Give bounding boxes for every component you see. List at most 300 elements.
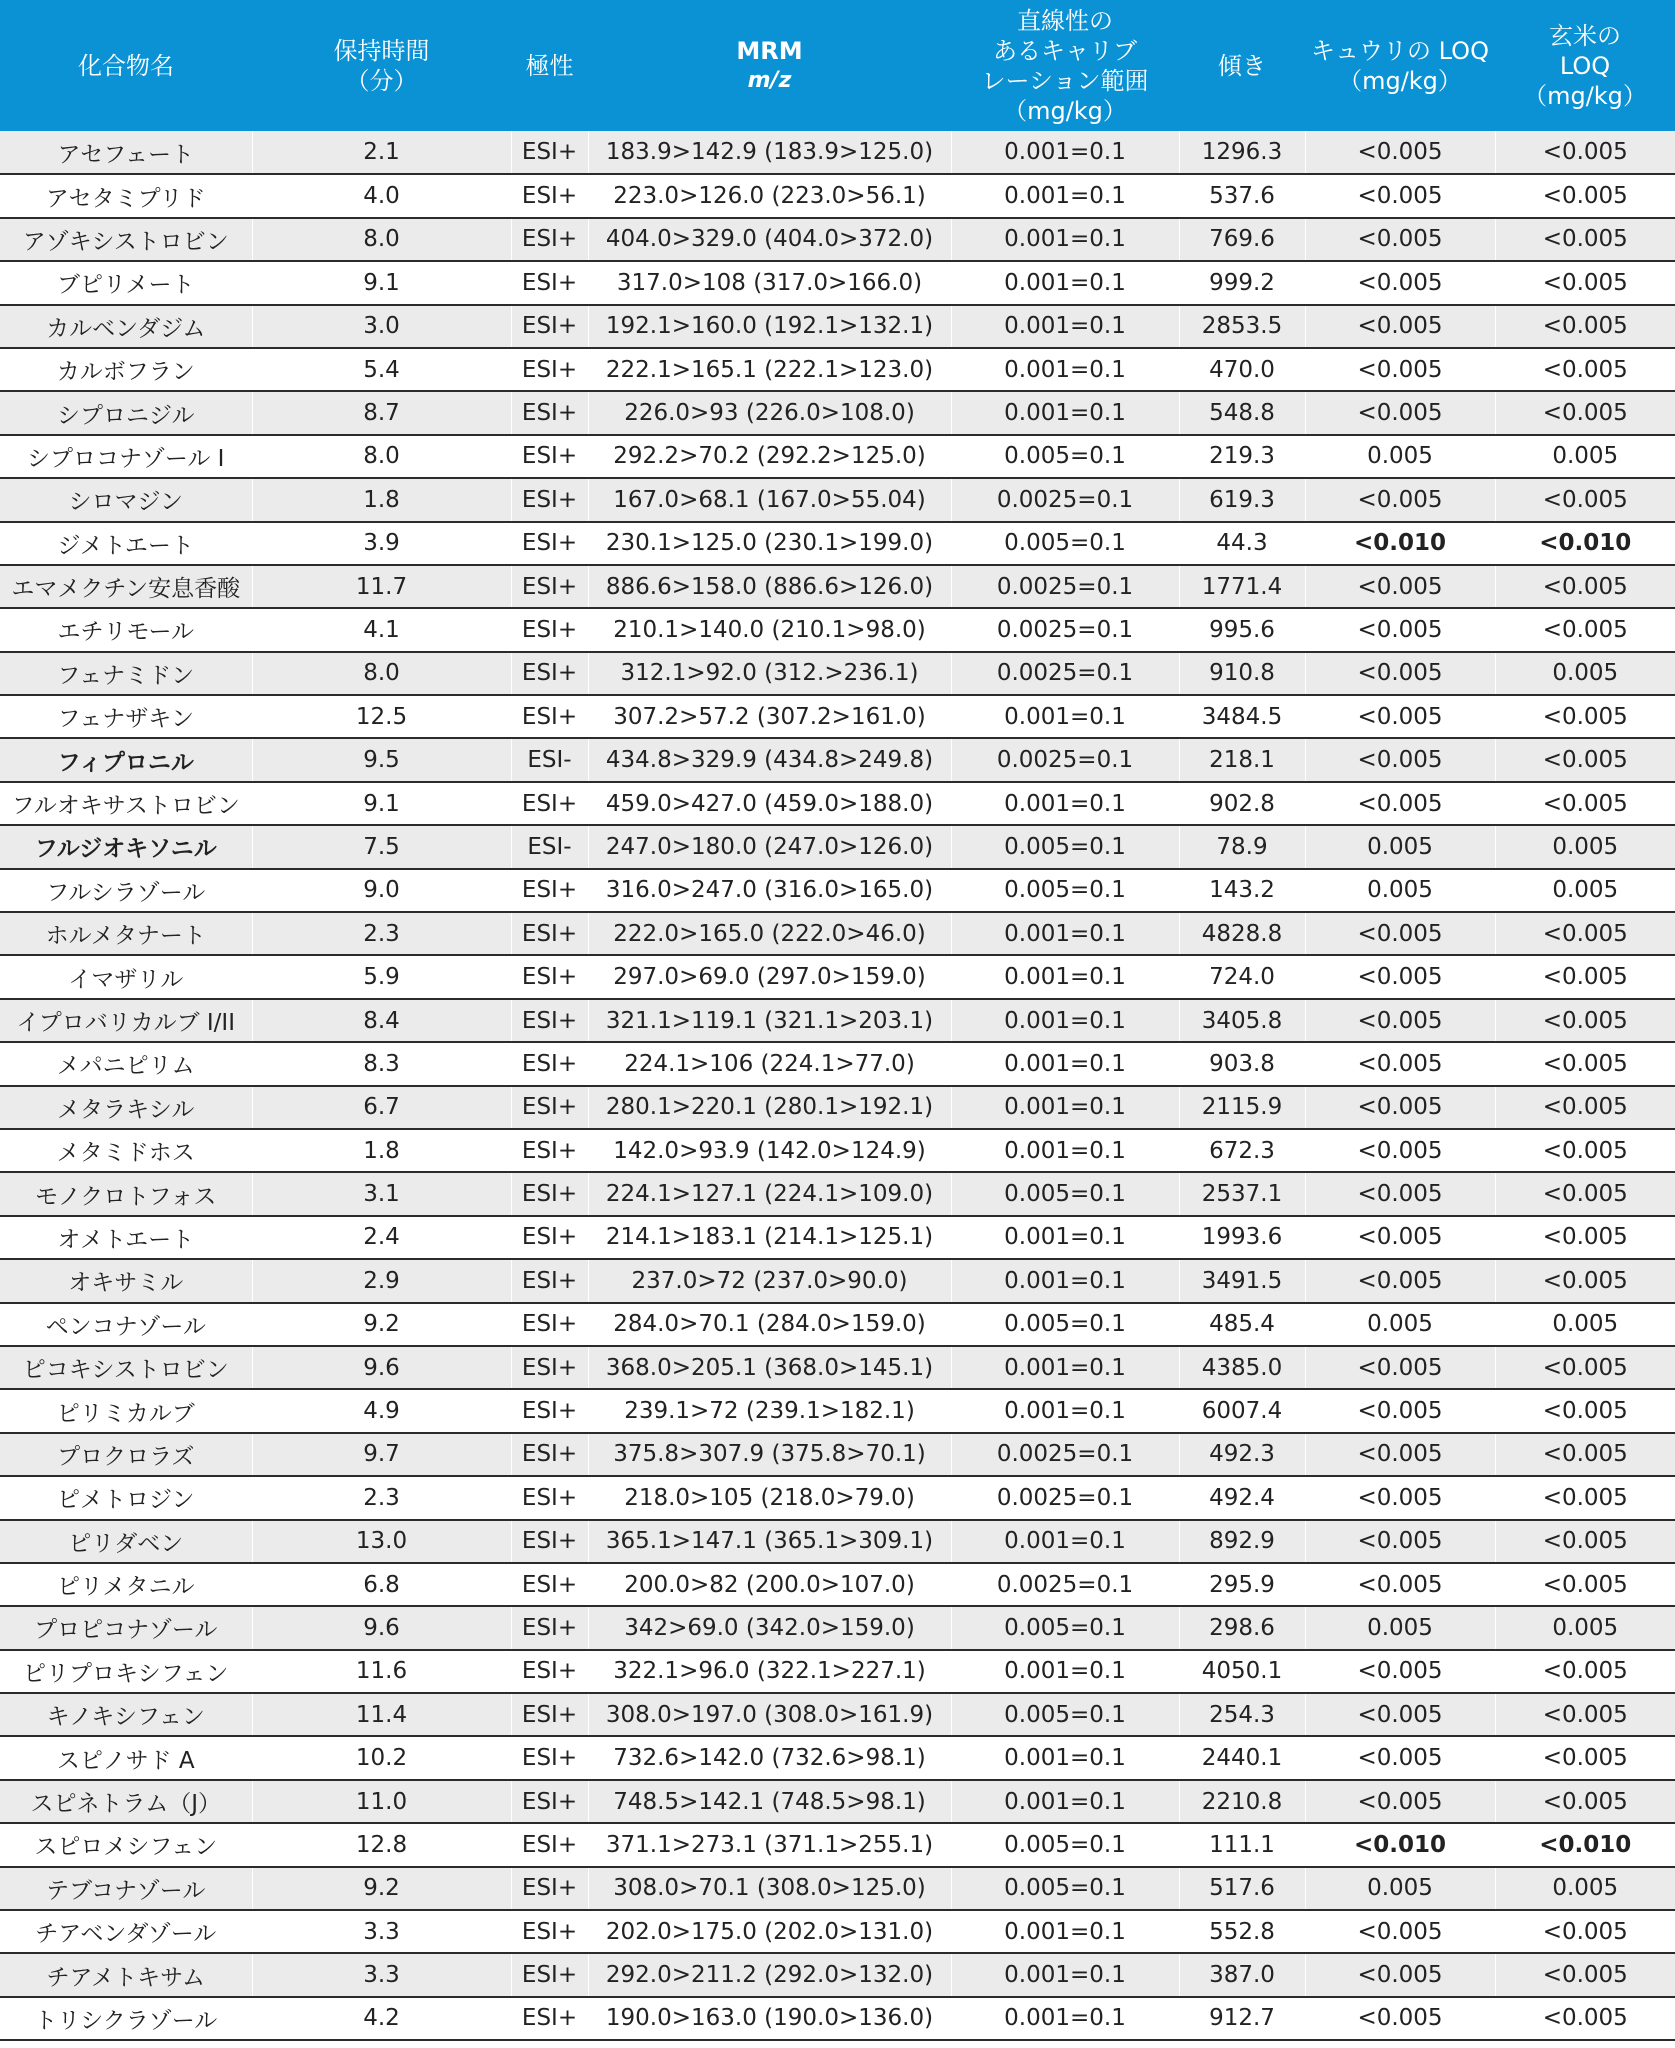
compound-name-cell: オキサミル [68,1270,184,1297]
loq-cucumber-cell: <0.005 [1305,1216,1495,1259]
polarity-cell: ESI+ [511,391,588,434]
loq-cucumber-cell: <0.005 [1305,1129,1495,1172]
loq-cucumber-cell: <0.005 [1305,1433,1495,1476]
linear-range-cell: 0.001=0.1 [951,1346,1179,1389]
compound-name-cell: テブコナゾール [46,1877,206,1904]
retention-time-cell: 3.0 [252,305,511,348]
linear-range-cell: 0.001=0.1 [951,695,1179,738]
loq-rice-cell: <0.005 [1495,1216,1675,1259]
polarity-cell: ESI+ [511,435,588,478]
retention-time-cell: 8.0 [252,652,511,695]
table-row [0,1606,1675,1649]
linear-range-cell: 0.0025=0.1 [951,1476,1179,1519]
table-row [0,1346,1675,1389]
compound-name-cell: ピリメタニル [56,1574,195,1601]
slope-cell: 619.3 [1179,478,1305,521]
retention-time-cell: 11.7 [252,565,511,608]
loq-rice-cell: <0.005 [1495,695,1675,738]
compound-name-cell: ホルメタナート [45,923,206,950]
slope-cell: 44.3 [1179,522,1305,565]
loq-cucumber-cell: 0.005 [1305,1303,1495,1346]
polarity-cell: ESI+ [511,1086,588,1129]
mrm-cell: 167.0>68.1 (167.0>55.04) [588,478,951,521]
mrm-cell: 342>69.0 (342.0>159.0) [588,1606,951,1649]
table-row [0,1086,1675,1129]
table-row [0,261,1675,304]
polarity-cell: ESI+ [511,1606,588,1649]
polarity-cell: ESI+ [511,1346,588,1389]
slope-cell: 492.4 [1179,1476,1305,1519]
table-row [0,435,1675,478]
loq-rice-cell: <0.005 [1495,261,1675,304]
compound-name-cell: シロマジン [68,489,183,516]
polarity-cell: ESI+ [511,1953,588,1996]
mrm-cell: 218.0>105 (218.0>79.0) [588,1476,951,1519]
loq-rice-cell: 0.005 [1495,825,1675,868]
table-row [0,1433,1675,1476]
retention-time-cell: 7.5 [252,825,511,868]
mrm-cell: 224.1>127.1 (224.1>109.0) [588,1172,951,1215]
linear-range-cell: 0.0025=0.1 [951,652,1179,695]
linear-range-cell: 0.001=0.1 [951,1997,1179,2040]
linear-range-cell: 0.005=0.1 [951,1867,1179,1910]
mrm-cell: 237.0>72 (237.0>90.0) [588,1259,951,1302]
loq-cucumber-cell: <0.010 [1305,1823,1495,1866]
compound-name-cell: フルシラゾール [46,879,206,906]
polarity-cell: ESI+ [511,522,588,565]
header-mrm: MRM m/z [736,36,803,93]
loq-rice-cell: <0.005 [1495,1780,1675,1823]
polarity-cell: ESI+ [511,1389,588,1432]
loq-rice-cell: <0.005 [1495,1476,1675,1519]
loq-cucumber-cell: <0.005 [1305,955,1495,998]
table-row [0,131,1675,174]
slope-cell: 4050.1 [1179,1650,1305,1693]
compound-name-cell: プロクロラズ [57,1443,195,1470]
table-row [0,565,1675,608]
mrm-cell: 222.1>165.1 (222.1>123.0) [588,348,951,391]
slope-cell: 1296.3 [1179,131,1305,174]
loq-rice-cell: <0.005 [1495,565,1675,608]
linear-range-cell: 0.005=0.1 [951,522,1179,565]
table-row [0,955,1675,998]
slope-cell: 78.9 [1179,825,1305,868]
loq-rice-cell: <0.005 [1495,1953,1675,1996]
retention-time-cell: 2.3 [252,1476,511,1519]
header-compound: 化合物名 [78,51,174,80]
retention-time-cell: 11.6 [252,1650,511,1693]
table-row [0,522,1675,565]
loq-cucumber-cell: <0.005 [1305,1172,1495,1215]
polarity-cell: ESI+ [511,955,588,998]
retention-time-cell: 11.0 [252,1780,511,1823]
loq-cucumber-cell: <0.005 [1305,348,1495,391]
polarity-cell: ESI+ [511,1736,588,1779]
polarity-cell: ESI+ [511,174,588,217]
polarity-cell: ESI+ [511,912,588,955]
table-row [0,1042,1675,1085]
linear-range-cell: 0.001=0.1 [951,1216,1179,1259]
slope-cell: 910.8 [1179,652,1305,695]
table-row [0,782,1675,825]
linear-range-cell: 0.001=0.1 [951,1042,1179,1085]
mrm-cell: 284.0>70.1 (284.0>159.0) [588,1303,951,1346]
mrm-cell: 321.1>119.1 (321.1>203.1) [588,999,951,1042]
compound-name-cell: シプロニジル [57,402,195,429]
loq-cucumber-cell: <0.005 [1305,695,1495,738]
loq-cucumber-cell: <0.005 [1305,738,1495,781]
table-row [0,1129,1675,1172]
loq-cucumber-cell: 0.005 [1305,435,1495,478]
compound-name-cell: ブピリメート [56,272,195,299]
retention-time-cell: 13.0 [252,1520,511,1563]
slope-cell: 892.9 [1179,1520,1305,1563]
slope-cell: 485.4 [1179,1303,1305,1346]
slope-cell: 548.8 [1179,391,1305,434]
table-row [0,1259,1675,1302]
retention-time-cell: 9.1 [252,782,511,825]
linear-range-cell: 0.0025=0.1 [951,608,1179,651]
mrm-cell: 292.0>211.2 (292.0>132.0) [588,1953,951,1996]
linear-range-cell: 0.001=0.1 [951,1953,1179,1996]
compound-name-cell: フェナミドン [57,662,195,689]
slope-cell: 387.0 [1179,1953,1305,1996]
table-row [0,1780,1675,1823]
compound-name-cell: スピノサド A [56,1747,195,1774]
compound-name-cell: エチリモール [57,619,195,646]
retention-time-cell: 2.4 [252,1216,511,1259]
loq-rice-cell: <0.005 [1495,1693,1675,1736]
retention-time-cell: 9.0 [252,869,511,912]
compound-name-cell: フェナザキン [57,706,195,733]
compound-name-cell: イプロバリカルブ I/II [16,1010,235,1036]
linear-range-cell: 0.001=0.1 [951,348,1179,391]
compound-name-cell: シプロコナゾール I [27,445,225,472]
mrm-cell: 308.0>70.1 (308.0>125.0) [588,1867,951,1910]
loq-rice-cell: <0.010 [1495,522,1675,565]
table-row [0,1910,1675,1953]
polarity-cell: ESI+ [511,1997,588,2040]
polarity-cell: ESI+ [511,348,588,391]
loq-rice-cell: 0.005 [1495,1867,1675,1910]
polarity-cell: ESI+ [511,1780,588,1823]
mrm-cell: 316.0>247.0 (316.0>165.0) [588,869,951,912]
compound-name-cell: スピロメシフェン [34,1834,218,1861]
polarity-cell: ESI+ [511,1172,588,1215]
linear-range-cell: 0.0025=0.1 [951,1433,1179,1476]
compound-name-cell: チアメトキサム [46,1964,205,1991]
table-row [0,1953,1675,1996]
retention-time-cell: 9.7 [252,1433,511,1476]
loq-rice-cell: <0.005 [1495,1910,1675,1953]
polarity-cell: ESI+ [511,695,588,738]
slope-cell: 2115.9 [1179,1086,1305,1129]
linear-range-cell: 0.001=0.1 [951,955,1179,998]
mrm-cell: 200.0>82 (200.0>107.0) [588,1563,951,1606]
loq-rice-cell: <0.005 [1495,1346,1675,1389]
loq-rice-cell: <0.005 [1495,131,1675,174]
compound-name-cell: トリシクラゾール [34,2007,218,2034]
mrm-cell: 886.6>158.0 (886.6>126.0) [588,565,951,608]
compound-name-cell: カルベンダジム [46,315,206,342]
slope-cell: 218.1 [1179,738,1305,781]
loq-rice-cell: <0.005 [1495,1042,1675,1085]
table-row [0,1389,1675,1432]
table-row [0,608,1675,651]
slope-cell: 3484.5 [1179,695,1305,738]
linear-range-cell: 0.0025=0.1 [951,738,1179,781]
loq-rice-cell: <0.005 [1495,999,1675,1042]
mrm-cell: 434.8>329.9 (434.8>249.8) [588,738,951,781]
linear-range-cell: 0.005=0.1 [951,1606,1179,1649]
loq-cucumber-cell: <0.005 [1305,1563,1495,1606]
slope-cell: 295.9 [1179,1563,1305,1606]
retention-time-cell: 3.3 [252,1953,511,1996]
loq-cucumber-cell: <0.005 [1305,912,1495,955]
mrm-cell: 317.0>108 (317.0>166.0) [588,261,951,304]
loq-rice-cell: <0.005 [1495,218,1675,261]
loq-rice-cell: <0.005 [1495,1389,1675,1432]
linear-range-cell: 0.001=0.1 [951,1736,1179,1779]
linear-range-cell: 0.001=0.1 [951,1910,1179,1953]
linear-range-cell: 0.005=0.1 [951,1823,1179,1866]
polarity-cell: ESI+ [511,652,588,695]
mrm-cell: 214.1>183.1 (214.1>125.1) [588,1216,951,1259]
loq-rice-cell: <0.005 [1495,348,1675,391]
table-row [0,1823,1675,1866]
compound-name-cell: カルボフラン [56,359,195,386]
linear-range-cell: 0.001=0.1 [951,1520,1179,1563]
compound-name-cell: プロピコナゾール [34,1617,218,1644]
linear-range-cell: 0.001=0.1 [951,1650,1179,1693]
retention-time-cell: 5.9 [252,955,511,998]
polarity-cell: ESI+ [511,1476,588,1519]
polarity-cell: ESI- [511,825,588,868]
retention-time-cell: 6.8 [252,1563,511,1606]
linear-range-cell: 0.001=0.1 [951,131,1179,174]
table-row [0,1997,1675,2040]
table-row [0,869,1675,912]
retention-time-cell: 3.3 [252,1910,511,1953]
retention-time-cell: 5.4 [252,348,511,391]
table-body [0,131,1675,2040]
table-row [0,348,1675,391]
loq-rice-cell: <0.005 [1495,478,1675,521]
retention-time-cell: 2.3 [252,912,511,955]
slope-cell: 903.8 [1179,1042,1305,1085]
retention-time-cell: 9.6 [252,1346,511,1389]
compound-name-cell: アゾキシストロビン [22,228,229,255]
polarity-cell: ESI+ [511,869,588,912]
retention-time-cell: 8.4 [252,999,511,1042]
table-row [0,391,1675,434]
retention-time-cell: 6.7 [252,1086,511,1129]
loq-cucumber-cell: <0.005 [1305,261,1495,304]
linear-range-cell: 0.001=0.1 [951,1129,1179,1172]
compound-name-cell: モノクロトフォス [35,1183,217,1210]
loq-cucumber-cell: 0.005 [1305,1867,1495,1910]
slope-cell: 1993.6 [1179,1216,1305,1259]
mrm-cell: 183.9>142.9 (183.9>125.0) [588,131,951,174]
mrm-cell: 202.0>175.0 (202.0>131.0) [588,1910,951,1953]
slope-cell: 254.3 [1179,1693,1305,1736]
loq-rice-cell: <0.005 [1495,391,1675,434]
linear-range-cell: 0.005=0.1 [951,1693,1179,1736]
table-row [0,1693,1675,1736]
loq-rice-cell: <0.005 [1495,1563,1675,1606]
slope-cell: 2210.8 [1179,1780,1305,1823]
linear-range-cell: 0.0025=0.1 [951,565,1179,608]
slope-cell: 769.6 [1179,218,1305,261]
table-row [0,912,1675,955]
polarity-cell: ESI+ [511,1216,588,1259]
slope-cell: 298.6 [1179,1606,1305,1649]
mrm-cell: 247.0>180.0 (247.0>126.0) [588,825,951,868]
retention-time-cell: 4.1 [252,608,511,651]
loq-rice-cell: <0.005 [1495,1433,1675,1476]
retention-time-cell: 9.6 [252,1606,511,1649]
loq-rice-cell: <0.005 [1495,1259,1675,1302]
loq-rice-cell: <0.005 [1495,738,1675,781]
loq-cucumber-cell: <0.005 [1305,608,1495,651]
table-row [0,1867,1675,1910]
header-retention-time: 保持時間 （分） [333,36,430,95]
table-header [0,0,1675,131]
slope-cell: 3405.8 [1179,999,1305,1042]
retention-time-cell: 8.3 [252,1042,511,1085]
mrm-cell: 226.0>93 (226.0>108.0) [588,391,951,434]
compound-name-cell: スピネトラム（J） [30,1791,222,1818]
polarity-cell: ESI+ [511,261,588,304]
polarity-cell: ESI+ [511,1867,588,1910]
retention-time-cell: 4.9 [252,1389,511,1432]
header-linear-range: 直線性の あるキャリブ レーション範囲 （mg/kg） [981,6,1149,125]
loq-rice-cell: <0.005 [1495,305,1675,348]
retention-time-cell: 9.1 [252,261,511,304]
linear-range-cell: 0.0025=0.1 [951,478,1179,521]
polarity-cell: ESI+ [511,1520,588,1563]
table-row [0,174,1675,217]
mrm-cell: 368.0>205.1 (368.0>145.1) [588,1346,951,1389]
linear-range-cell: 0.005=0.1 [951,435,1179,478]
loq-cucumber-cell: <0.005 [1305,999,1495,1042]
loq-cucumber-cell: <0.005 [1305,1736,1495,1779]
loq-cucumber-cell: <0.005 [1305,1042,1495,1085]
loq-cucumber-cell: 0.005 [1305,825,1495,868]
retention-time-cell: 3.1 [252,1172,511,1215]
loq-cucumber-cell: 0.005 [1305,869,1495,912]
linear-range-cell: 0.001=0.1 [951,999,1179,1042]
retention-time-cell: 11.4 [252,1693,511,1736]
polarity-cell: ESI+ [511,218,588,261]
slope-cell: 517.6 [1179,1867,1305,1910]
polarity-cell: ESI+ [511,1433,588,1476]
slope-cell: 470.0 [1179,348,1305,391]
mrm-cell: 280.1>220.1 (280.1>192.1) [588,1086,951,1129]
loq-rice-cell: <0.005 [1495,1736,1675,1779]
table-row [0,652,1675,695]
header-slope: 傾き [1218,51,1266,80]
mrm-cell: 322.1>96.0 (322.1>227.1) [588,1650,951,1693]
slope-cell: 2537.1 [1179,1172,1305,1215]
linear-range-cell: 0.005=0.1 [951,869,1179,912]
slope-cell: 492.3 [1179,1433,1305,1476]
mrm-cell: 459.0>427.0 (459.0>188.0) [588,782,951,825]
slope-cell: 537.6 [1179,174,1305,217]
slope-cell: 724.0 [1179,955,1305,998]
compound-name-cell: ピメトロジン [57,1487,195,1514]
loq-cucumber-cell: <0.010 [1305,522,1495,565]
table-row [0,478,1675,521]
mrm-cell: 142.0>93.9 (142.0>124.9) [588,1129,951,1172]
retention-time-cell: 9.2 [252,1867,511,1910]
loq-rice-cell: <0.005 [1495,1129,1675,1172]
compound-name-cell: メタラキシル [57,1096,195,1123]
polarity-cell: ESI+ [511,305,588,348]
loq-cucumber-cell: <0.005 [1305,1389,1495,1432]
retention-time-cell: 9.5 [252,738,511,781]
mrm-cell: 224.1>106 (224.1>77.0) [588,1042,951,1085]
mrm-cell: 308.0>197.0 (308.0>161.9) [588,1693,951,1736]
table-row [0,1172,1675,1215]
compound-name-cell: オメトエート [57,1226,195,1253]
loq-cucumber-cell: <0.005 [1305,478,1495,521]
loq-rice-cell: <0.005 [1495,1086,1675,1129]
linear-range-cell: 0.001=0.1 [951,218,1179,261]
compound-name-cell: ピコキシストロビン [22,1357,229,1384]
linear-range-cell: 0.001=0.1 [951,1389,1179,1432]
loq-rice-cell: <0.005 [1495,955,1675,998]
retention-time-cell: 10.2 [252,1736,511,1779]
linear-range-cell: 0.001=0.1 [951,391,1179,434]
loq-rice-cell: 0.005 [1495,652,1675,695]
linear-range-cell: 0.0025=0.1 [951,1563,1179,1606]
loq-rice-cell: <0.010 [1495,1823,1675,1866]
retention-time-cell: 8.0 [252,218,511,261]
linear-range-cell: 0.005=0.1 [951,825,1179,868]
slope-cell: 999.2 [1179,261,1305,304]
compound-name-cell: メパニピリム [56,1053,195,1080]
compound-name-cell: エマメクチン安息香酸 [11,576,241,603]
retention-time-cell: 4.0 [252,174,511,217]
compound-name-cell: フルオキサストロビン [11,793,240,820]
linear-range-cell: 0.001=0.1 [951,261,1179,304]
loq-cucumber-cell: <0.005 [1305,652,1495,695]
loq-cucumber-cell: <0.005 [1305,1520,1495,1563]
mrm-cell: 732.6>142.0 (732.6>98.1) [588,1736,951,1779]
polarity-cell: ESI- [511,738,588,781]
loq-rice-cell: 0.005 [1495,435,1675,478]
slope-cell: 111.1 [1179,1823,1305,1866]
slope-cell: 219.3 [1179,435,1305,478]
slope-cell: 2440.1 [1179,1736,1305,1779]
mrm-cell: 222.0>165.0 (222.0>46.0) [588,912,951,955]
linear-range-cell: 0.001=0.1 [951,1259,1179,1302]
loq-cucumber-cell: <0.005 [1305,1997,1495,2040]
retention-time-cell: 8.0 [252,435,511,478]
linear-range-cell: 0.001=0.1 [951,782,1179,825]
slope-cell: 2853.5 [1179,305,1305,348]
mrm-cell: 312.1>92.0 (312.>236.1) [588,652,951,695]
compound-name-cell: アセフェート [57,141,195,168]
slope-cell: 1771.4 [1179,565,1305,608]
slope-cell: 143.2 [1179,869,1305,912]
retention-time-cell: 2.9 [252,1259,511,1302]
polarity-cell: ESI+ [511,782,588,825]
retention-time-cell: 4.2 [252,1997,511,2040]
header-loq-rice: 玄米の LOQ （mg/kg） [1523,21,1647,110]
loq-cucumber-cell: <0.005 [1305,174,1495,217]
